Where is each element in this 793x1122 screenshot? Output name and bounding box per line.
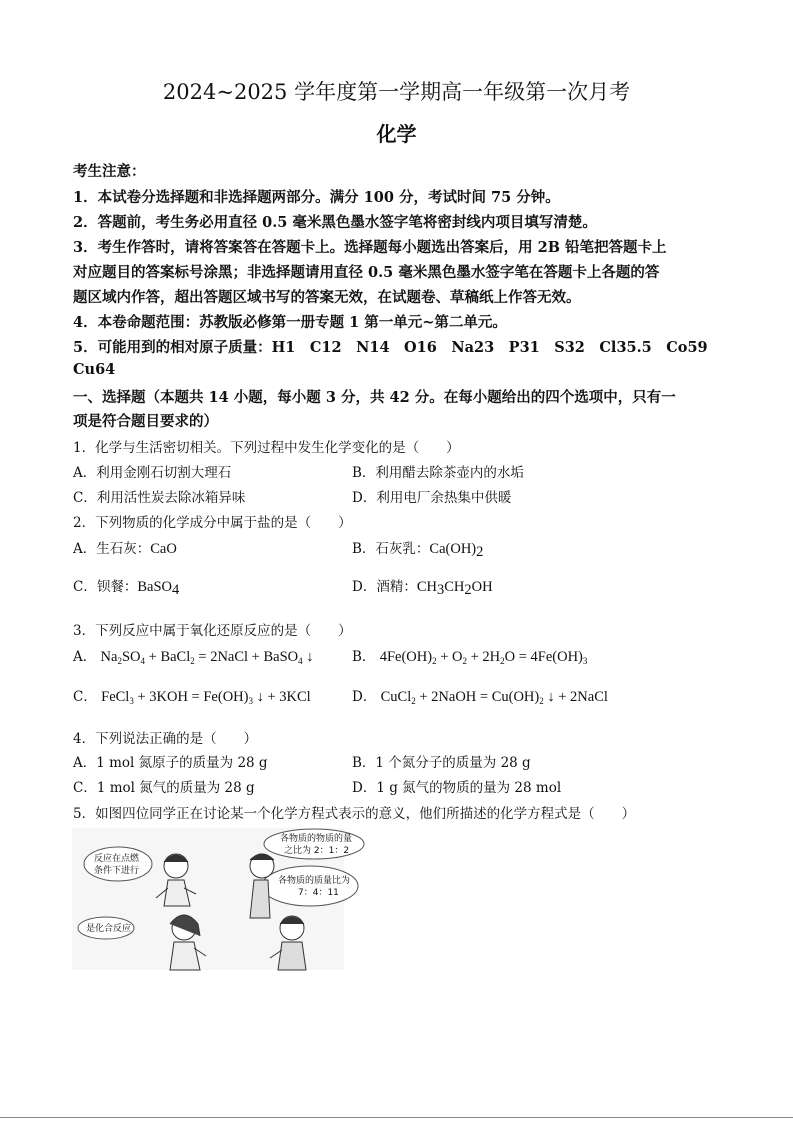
q3-option-a-label: A． <box>73 649 97 665</box>
q3-option-b-label: B． <box>352 649 376 665</box>
bubble-4-text: 是化合反应 <box>86 924 132 934</box>
q2-option-c-label: C．钡餐： <box>73 579 138 595</box>
bubble-1-line2: 条件下进行 <box>94 866 140 876</box>
q2-stem: 2．下列物质的化学成分中属于盐的是（ ） <box>73 515 352 531</box>
q3-option-d-label: D． <box>352 689 377 705</box>
notice-item-3-line3: 题区域内作答，超出答题区域书写的答案无效，在试题卷、草稿纸上作答无效。 <box>73 289 581 306</box>
exam-title: 2024~2025 学年度第一学期高一年级第一次月考 <box>162 80 631 104</box>
q3-stem: 3．下列反应中属于氧化还原反应的是（ ） <box>73 623 352 639</box>
notice-item-1: 1．本试卷分选择题和非选择题两部分。满分 100 分，考试时间 75 分钟。 <box>73 189 560 206</box>
q2-option-b <box>352 537 483 558</box>
bubble-1-line1: 反应在点燃 <box>94 854 140 864</box>
notice-item-5-line2: Cu64 <box>73 361 116 378</box>
speech-bubble-3 <box>262 866 358 906</box>
q3-option-b-equation-image: $4Fe(OH)_2 + O_2 + 2H_2O = 4Fe(OH)_3$ <box>379 649 588 666</box>
q4-option-c: C．1 mol 氮气的质量为 28 g <box>73 780 255 796</box>
q3-option-a <box>73 645 314 666</box>
section-heading-line2: 项是符合题目要求的） <box>73 413 218 430</box>
q1-option-d: D．利用电厂余热集中供暖 <box>352 490 512 506</box>
notice-item-2: 2．答题前，考生务必用直径 0.5 毫米黑色墨水签字笔将密封线内项目填写清楚。 <box>73 214 597 231</box>
subject-title: 化学 <box>376 122 417 146</box>
bubble-2-line1: 各物质的物质的量 <box>280 834 353 844</box>
q2-option-c-subscript: 4 <box>172 582 180 598</box>
bubble-3-line2: 7：4：11 <box>298 888 339 898</box>
q3-option-b <box>352 645 587 666</box>
bubble-2-line2: 之比为 2：1：2 <box>284 846 350 856</box>
q2-option-d-formula-part3: OH <box>471 579 493 595</box>
q3-option-c-label: C． <box>73 689 97 705</box>
q2-option-d <box>352 575 493 596</box>
q5-illustration-svg <box>72 828 353 970</box>
notice-item-3-line1: 3．考生作答时，请将答案答在答题卡上。选择题每小题选出答案后，用 2B 铅笔把答题卡上 <box>73 239 667 256</box>
q5-stem: 5．如图四位同学正在讨论某一个化学方程式表示的意义，他们所描述的化学方程式是（ ） <box>73 806 636 822</box>
notice-item-4: 4．本卷命题范围：苏教版必修第一册专题 1 第一单元~第二单元。 <box>73 314 507 331</box>
q5-illustration <box>72 828 353 970</box>
q4-option-b: B．1 个氮分子的质量为 28 g <box>352 755 531 771</box>
q3-option-d-equation-image: CuCl$_2$ + 2NaOH = $Cu(OH)_2$ ↓ + 2NaCl <box>380 689 608 706</box>
q1-option-c: C．利用活性炭去除冰箱异味 <box>73 490 246 506</box>
q1-option-a: A．利用金刚石切割大理石 <box>73 465 232 481</box>
q2-option-c-formula: BaSO <box>137 579 172 595</box>
q4-stem: 4．下列说法正确的是（ ） <box>73 731 258 747</box>
notice-item-3-line2: 对应题目的答案标号涂黑；非选择题请用直径 0.5 毫米黑色墨水签字笔在答题卡上各题的答 <box>73 264 660 281</box>
q2-option-d-formula-part1: CH <box>416 579 437 595</box>
q4-option-d: D．1 g 氮气的物质的量为 28 mol <box>352 780 562 796</box>
q2-option-a-formula: CaO <box>150 541 177 557</box>
q2-option-a <box>73 537 177 558</box>
q4-option-a: A．1 mol 氮原子的质量为 28 g <box>73 755 268 771</box>
q1-option-b: B．利用醋去除茶壶内的水垢 <box>352 465 524 481</box>
q3-option-a-equation-image: $Na_2SO_4$ + BaCl$_2$ = 2NaCl + BaSO$_4$ ↓ <box>100 649 314 666</box>
q2-option-a-label: A．生石灰： <box>73 541 151 557</box>
q2-option-b-formula: Ca(OH) <box>429 541 477 557</box>
q2-option-d-sub2: 2 <box>464 582 472 598</box>
bubble-3-line1: 各物质的质量比为 <box>278 876 351 886</box>
notice-item-5-line1: 5．可能用到的相对原子质量：H1 C12 N14 O16 Na23 P31 S32 Cl35.5 Co59 <box>73 339 708 356</box>
q3-option-c-equation-image: FeCl$_3$ + $3KOH = Fe(OH)_3$ ↓ + 3KCl <box>101 689 311 706</box>
q2-option-c <box>73 575 179 596</box>
notice-heading: 考生注意： <box>73 163 146 180</box>
page-bottom-rule <box>0 1117 793 1118</box>
q2-option-d-sub1: 3 <box>436 582 445 598</box>
q2-option-d-formula-part2: CH <box>444 579 465 595</box>
q3-option-d <box>352 685 608 706</box>
q2-option-b-subscript: 2 <box>476 544 484 560</box>
q3-option-c <box>73 685 311 706</box>
section-heading-line1: 一、选择题（本题共 14 小题，每小题 3 分，共 42 分。在每小题给出的四个选项中，只有一 <box>73 389 676 406</box>
q2-option-b-label: B．石灰乳： <box>352 541 430 557</box>
q2-option-d-label: D．酒精： <box>352 579 417 595</box>
q1-stem: 1．化学与生活密切相关。下列过程中发生化学变化的是（ ） <box>73 440 460 456</box>
